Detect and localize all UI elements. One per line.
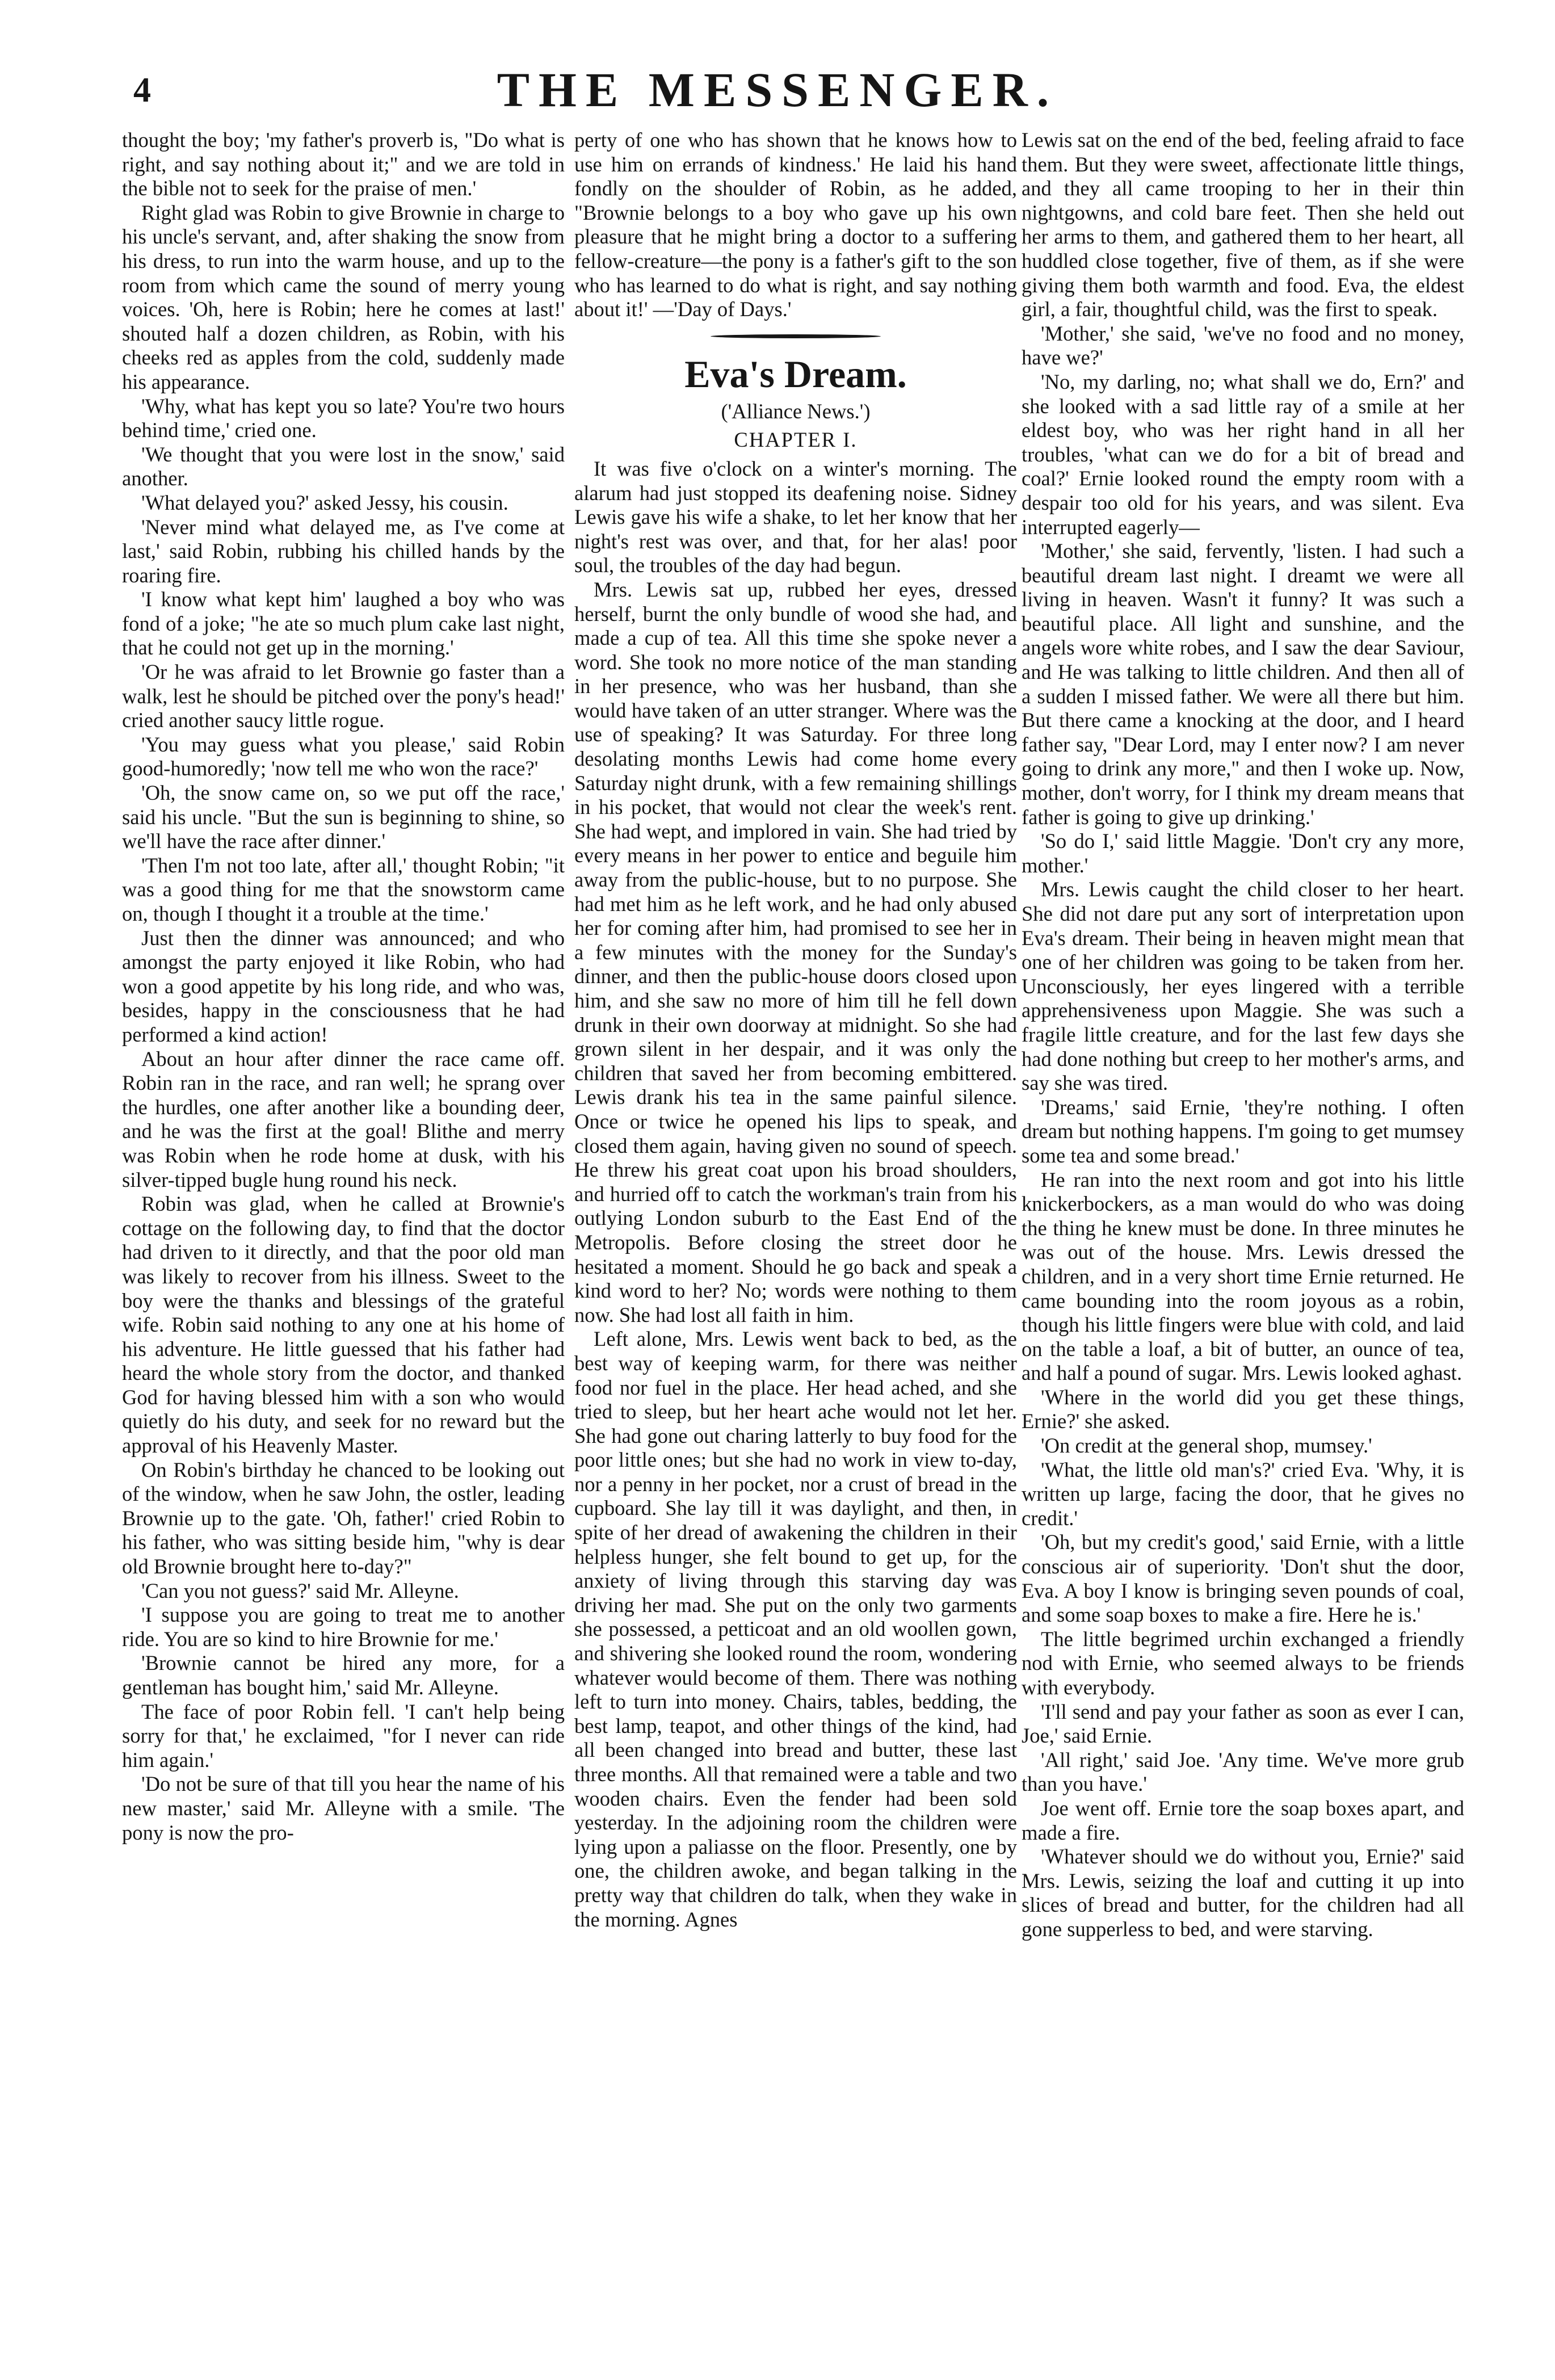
paragraph: About an hour after dinner the race came off. Robin ran in the race, and ran well; he sprang over the hurdles, one after another like a bounding deer, and he was the first at the goal! Blithe and merry was Robin when he rode home at dusk, with his silver-tipped bugle hung round his neck.	[122, 1047, 565, 1191]
paragraph: 'What delayed you?' asked Jessy, his cousin.	[141, 490, 508, 514]
column-1	[122, 128, 565, 1845]
paragraph: 'Mother,' she said, fervently, 'listen. I had such a beautiful dream last night. I dreamt we were all living in heaven. Wasn't it funny? It was such a beautiful place. All light and sunshine, and the angels wore white robes, and I saw the dear Saviour, and He was talking to little children. And then all of a sudden I missed father. We were all there but him. But there came a knocking at the door, and I heard father say, "Dear Lord, may I enter now? I am never going to drink any more," and then I woke up. Now, mother, don't worry, for I think my dream means that father is going to give up drinking.'	[1022, 539, 1464, 829]
paragraph: 'I suppose you are going to treat me to another ride. You are so kind to hire Brownie for me.'	[122, 1603, 565, 1651]
paragraph: 'All right,' said Joe. 'Any time. We've more grub than you have.'	[1022, 1748, 1464, 1796]
paragraph: 'Why, what has kept you so late? You're two hours behind time,' cried one.	[122, 394, 565, 442]
paragraph: 'So do I,' said little Maggie. 'Don't cry any more, mother.'	[1022, 829, 1464, 877]
paragraph: 'Can you not guess?' said Mr. Alleyne.	[141, 1579, 459, 1602]
paragraph: Just then the dinner was announced; and who amongst the party enjoyed it like Robin, who had won a good appetite by his long ride, and who was, besides, happy in the consciousness that he had performed a kind action!	[122, 926, 565, 1046]
paragraph: It was five o'clock on a winter's morning. The alarum had just stopped its deafening noise. Sidney Lewis gave his wife a shake, to let her know that her night's rest was over, and that, for her alas! poor soul, the troubles of the day had begun.	[574, 456, 1017, 577]
paragraph: 'Dreams,' said Ernie, 'they're nothing. I often dream but nothing happens. I'm going to get mumsey some tea and some bread.'	[1022, 1095, 1464, 1167]
paragraph: Lewis sat on the end of the bed, feeling afraid to face them. But they were sweet, affectionate little things, and they all came trooping to her in their thin nightgowns, and cold bare feet. Then she held out her arms to them, and gathered them to her heart, all huddled close together, five of them, as if she were giving them both warmth and food. Eva, the eldest girl, a fair, thoughtful child, was the first to speak.	[1022, 128, 1464, 321]
chapter-heading: CHAPTER I.	[734, 428, 858, 452]
paragraph: 'Oh, the snow came on, so we put off the race,' said his uncle. "But the sun is beginning to shine, so we'll have the race after dinner.'	[122, 781, 565, 853]
paragraph: 'On credit at the general shop, mumsey.'	[1041, 1434, 1372, 1458]
paragraph: Left alone, Mrs. Lewis went back to bed, as the best way of keeping warm, for there was neither food nor fuel in the place. Her head ached, and she tried to sleep, but her heart ache would not let her. She had gone out charing latterly to buy food for the poor little ones; but she had no work in view to-day, nor a penny in her pocket, nor a crust of bread in the cupboard. She lay till it was daylight, and then, in spite of her dread of awakening the children in their helpless hunger, she felt bound to get up, for the anxiety of living through this starving day was driving her mad. She put on the only two garments she possessed, a petticoat and an old woollen gown, and shivering she looked round the room, wondering whatever would become of them. There was nothing left to turn into money. Chairs, tables, bedding, the best lamp, teapot, and other things of the kind, had all been changed into bread and butter, these last three months. All that remained were a table and two wooden chairs. Even the fender had been sold yesterday. In the adjoining room the children were lying upon a paliasse on the floor. Presently, one by one, the children awoke, and began talking in the pretty way that children do talk, when they wake in the morning. Agnes	[574, 1327, 1017, 1931]
paragraph: 'I'll send and pay your father as soon as ever I can, Joe,' said Ernie.	[1022, 1699, 1464, 1748]
paragraph: 'Whatever should we do without you, Ernie?' said Mrs. Lewis, seizing the loaf and cutting it up into slices of bread and butter, for the children had all gone supperless to bed, and were starving.	[1022, 1845, 1464, 1941]
section-divider	[711, 334, 881, 338]
paragraph: 'Never mind what delayed me, as I've come at last,' said Robin, rubbing his chilled hands by the roaring fire.	[122, 515, 565, 587]
paragraph: He ran into the next room and got into his little knickerbockers, as a man would do who was doing the thing he knew must be done. In three minutes he was out of the house. Mrs. Lewis dressed the children, and in a very short time Ernie returned. He came bounding into the room joyous as a robin, though his little fingers were blue with cold, and laid on the table a loaf, a bit of butter, an ounce of tea, and half a pound of sugar. Mrs. Lewis looked aghast.	[1022, 1168, 1464, 1385]
paragraph: 'Where in the world did you get these things, Ernie?' she asked.	[1022, 1385, 1464, 1433]
paragraph: The face of poor Robin fell. 'I can't help being sorry for that,' he exclaimed, "for I never can ride him again.'	[122, 1699, 565, 1772]
paragraph: 'Oh, but my credit's good,' said Ernie, with a little conscious air of superiority. 'Don't shut the door, Eva. A boy I know is bringing seven pounds of coal, and some soap boxes to make a fire. Here he is.'	[1022, 1530, 1464, 1627]
paragraph: On Robin's birthday he chanced to be looking out of the window, when he saw John, the ostler, leading Brownie up to the gate. 'Oh, father!' cried Robin to his father, who was sitting beside him, "why is dear old Brownie brought here to-day?"	[122, 1458, 565, 1579]
paragraph: 'Mother,' she said, 'we've no food and no money, have we?'	[1022, 321, 1464, 370]
paragraph: thought the boy; 'my father's proverb is, "Do what is right, and say nothing about it;" and we are told in the bible not to seek for the praise of men.'	[122, 128, 565, 200]
paragraph: 'What, the little old man's?' cried Eva. 'Why, it is written up large, facing the door, that he gives no credit.'	[1022, 1458, 1464, 1530]
paragraph: Robin was glad, when he called at Brownie's cottage on the following day, to find that the doctor had driven to it directly, and that the poor old man was likely to recover from his illness. Sweet to the boy were the thanks and blessings of the grateful wife. Robin said nothing to any one at his home of his adventure. He little guessed that his father had heard the whole story from the doctor, and thanked God for having blessed him with a son who would quietly do his duty, and seek for no reward but the approval of his Heavenly Master.	[122, 1192, 565, 1458]
paragraph: 'You may guess what you please,' said Robin good-humoredly; 'now tell me who won the race?'	[122, 732, 565, 780]
story-title: Eva's Dream.	[684, 352, 907, 396]
paragraph: 'Then I'm not too late, after all,' thought Robin; "it was a good thing for me that the snowstorm came on, though I thought it a trouble at the time.'	[122, 853, 565, 925]
paragraph: 'Do not be sure of that till you hear the name of his new master,' said Mr. Alleyne with a smile. 'The pony is now the pro-	[122, 1772, 565, 1844]
paragraph: 'We thought that you were lost in the snow,' said another.	[122, 442, 565, 490]
paragraph: 'I know what kept him' laughed a boy who was fond of a joke; "he ate so much plum cake last night, that he could not get up in the morning.'	[122, 587, 565, 660]
paragraph: Joe went off. Ernie tore the soap boxes apart, and made a fire.	[1022, 1796, 1464, 1844]
masthead-title: THE MESSENGER.	[497, 62, 1058, 117]
page-number: 4	[133, 71, 151, 110]
column-2	[574, 128, 1017, 1932]
paragraph: Mrs. Lewis caught the child closer to her heart. She did not dare put any sort of interpretation upon Eva's dream. Their being in heaven might mean that one of her children was going to be taken from her. Unconsciously, her eyes lingered with a terrible apprehensiveness upon Maggie. She was such a fragile little creature, and for the last few days she had done nothing but creep to her mother's arms, and say she was tired.	[1022, 878, 1464, 1095]
paragraph: 'Brownie cannot be hired any more, for a gentleman has bought him,' said Mr. Alleyne.	[122, 1651, 565, 1699]
column-3	[1022, 128, 1464, 1942]
paragraph: perty of one who has shown that he knows how to use him on errands of kindness.' He laid his hand fondly on the shoulder of Robin, as he added, "Brownie belongs to a boy who gave up his own pleasure that he might bring a doctor to a suffering fellow-creature—the pony is a father's gift to the son who has learned to do what is right, and say nothing about it!' —'Day of Days.'	[574, 128, 1017, 321]
paragraph: Mrs. Lewis sat up, rubbed her eyes, dressed herself, burnt the only bundle of wood she had, and made a cup of tea. All this time she spoke never a word. She took no more notice of the man standing in her presence, who was her husband, than she would have taken of an utter stranger. Where was the use of speaking? It was Saturday. For three long desolating months Lewis had come home every Saturday night drunk, with a few remaining shillings in his pocket, that would not clear the week's rent. She had wept, and implored in vain. She had tried by every means in her power to entice and beguile him away from the public-house, but to no purpose. She had met him as he left work, and he had only abused her for coming after him, had promised to see her in a few minutes with the money for the Sunday's dinner, and then the public-house doors closed upon him, and she saw no more of him till he fell down drunk in their own doorway at midnight. So she had grown silent in her despair, and it was only the children that saved her from becoming embittered. Lewis drank his tea in the same painful silence. Once or twice he opened his lips to speak, and closed them again, having given no sound of speech. He threw his great coat upon his broad shoulders, and hurried off to catch the workman's train from his outlying London suburb to the East End of the Metropolis. Before closing the street door he hesitated a moment. Should he go back and speak a kind word to her? No; words were nothing to them now. She had lost all faith in him.	[574, 577, 1017, 1327]
paragraph: Right glad was Robin to give Brownie in charge to his uncle's servant, and, after shaking the snow from his dress, to run into the warm house, and up to the room from which came the sound of merry young voices. 'Oh, here is Robin; here he comes at last!' shouted half a dozen children, as Robin, with his cheeks red as apples from the cold, suddenly made his appearance.	[122, 200, 565, 393]
paragraph: 'Or he was afraid to let Brownie go faster than a walk, lest he should be pitched over the pony's head!' cried another saucy little rogue.	[122, 660, 565, 732]
paragraph: The little begrimed urchin exchanged a friendly nod with Ernie, who seemed always to be friends with everybody.	[1022, 1627, 1464, 1699]
story-source: ('Alliance News.')	[721, 399, 871, 423]
paragraph: 'No, my darling, no; what shall we do, Ern?' and she looked with a sad little ray of a smile at her eldest boy, who was her right hand in all her troubles, 'what can we do for a bit of bread and coal?' Ernie looked round the empty room with a despair too old for his years, and was silent. Eva interrupted eagerly—	[1022, 370, 1464, 539]
